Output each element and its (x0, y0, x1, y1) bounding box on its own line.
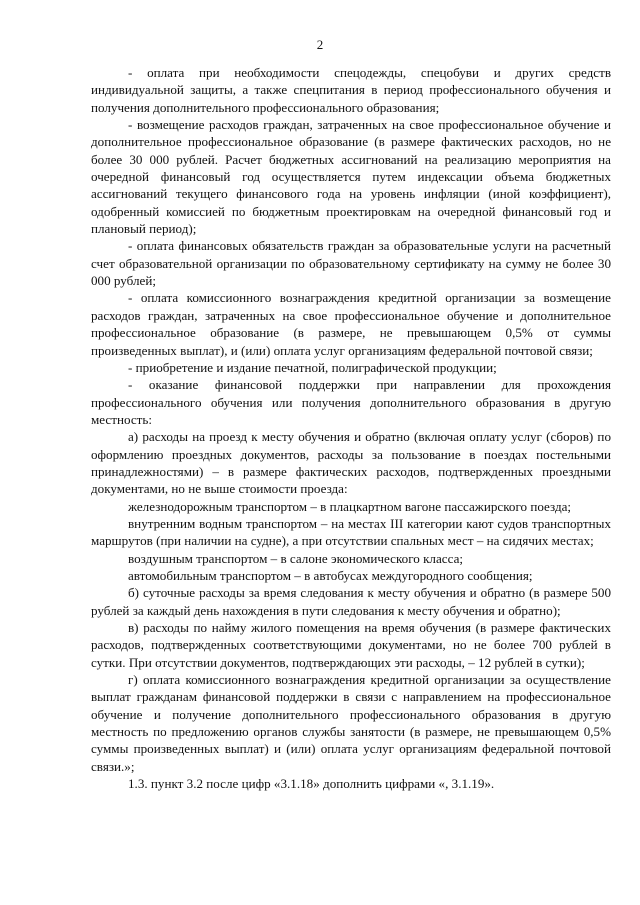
paragraph-education-certificate: - оплата финансовых обязательств граждан за образовательные услуги на расчетный счет образовательной организации по образовательному сертификату на сумму не более 30 000 рублей; (91, 238, 611, 289)
paragraph-travel-expenses: а) расходы на проезд к месту обучения и обратно (включая оплату услуг (сборов) по оформлению проездных документов, расходы за пользование в поездах постельными принадлежностями) – в размере фактических расходов, подтвержденных проездными документами, но не выше стоимости проезда: (91, 429, 611, 497)
paragraph-accommodation: в) расходы по найму жилого помещения на время обучения (в размере фактических расходов, подтвержденных соответствующими документами, но не более 700 рублей в сутки. При отсутствии документов, подтверждающих эти расходы, – 12 рублей в сутки); (91, 620, 611, 670)
paragraph-road-transport: автомобильным транспортом – в автобусах междугородного сообщения; (128, 567, 533, 583)
paragraph-printed-products: - приобретение и издание печатной, полиграфической продукции; (128, 359, 497, 375)
paragraph-expense-reimbursement: - возмещение расходов граждан, затраченных на свое профессиональное обучение и дополнительное профессиональное образование (в размере фактических расходов, но не более 30 000 рублей. Расчет бюджетных ассигнований на реализацию мероприятия на очередной финансовый год осуществляется путем индексации объема бюджетных ассигнований текущего финансового года на уровень инфляции (иной коэффициент), одобренный комиссией по бюджетным проектировкам на очередной финансовый год и плановый период); (91, 117, 611, 237)
paragraph-amendment-1-3: 1.3. пункт 3.2 после цифр «3.1.18» дополнить цифрами «, 3.1.19». (128, 776, 495, 792)
document-body (91, 64, 611, 792)
page-number: 2 (316, 37, 324, 52)
paragraph-financial-support: - оказание финансовой поддержки при направлении для прохождения профессионального обучения или получения дополнительного образования в другую местность: (91, 377, 611, 427)
paragraph-air-transport: воздушным транспортом – в салоне экономического класса; (128, 550, 464, 566)
paragraph-bank-commission: - оплата комиссионного вознаграждения кредитной организации за возмещение расходов граждан, затраченных на свое профессиональное обучение и дополнительное профессиональное образование (в размере, не превышающем 0,5% от суммы произведенных выплат), и (или) оплата услуг организациям федеральной почтовой связи; (91, 290, 611, 358)
paragraph-water-transport: внутренним водным транспортом – на местах III категории кают судов транспортных маршрутов (при наличии на судне), а при отсутствии спальных мест – на сидячих местах; (91, 515, 611, 549)
paragraph-rail-transport: железнодорожным транспортом – в плацкартном вагоне пассажирского поезда; (128, 498, 572, 514)
paragraph-daily-allowance: б) суточные расходы за время следования к месту обучения и обратно (в размере 500 рублей за каждый день нахождения в пути следования к месту обучения и обратно); (91, 585, 611, 618)
paragraph-special-clothing: - оплата при необходимости спецодежды, спецобуви и других средств индивидуальной защиты, а также спецпитания в период профессионального обучения и получения дополнительного профессионального образования; (91, 65, 611, 115)
paragraph-support-commission: г) оплата комиссионного вознаграждения кредитной организации за осуществление выплат гражданам финансовой поддержки в связи с направлением на профессиональное обучение и получение дополнительного профессионального образования в другую местность по предложению органов службы занятости (в размере, не превышающем 0,5% суммы произведенных выплат) и (или) оплата услуг организациям федеральной почтовой связи.»; (91, 672, 611, 774)
